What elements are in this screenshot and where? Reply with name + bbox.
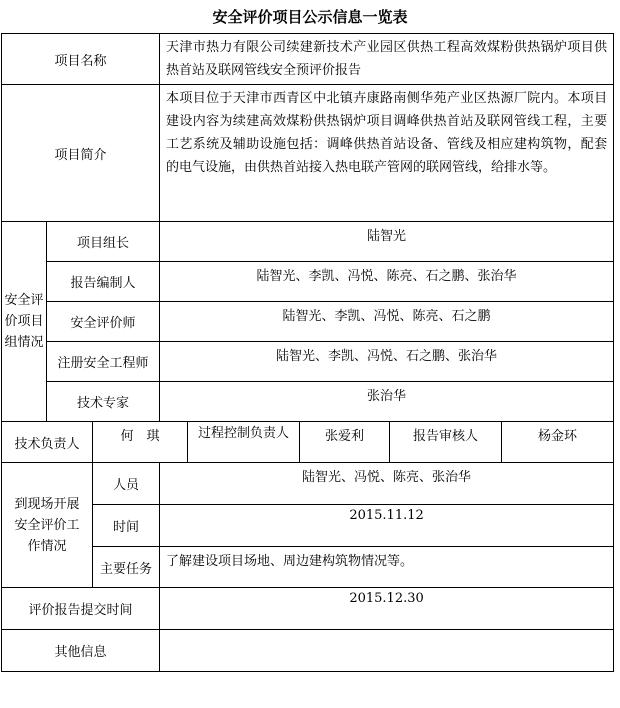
main-task-value: 了解建设项目场地、周边建构筑物情况等。: [160, 547, 614, 588]
table-row: [2, 382, 614, 422]
tech-expert-label: 技术专家: [47, 382, 160, 422]
team-leader-value: 陆智光: [160, 222, 614, 262]
tech-responsible-value: 何 琪: [93, 422, 188, 463]
process-control-value: 张爱利: [300, 422, 390, 463]
table-row: [2, 262, 614, 302]
site-time-value: 2015.11.12: [160, 505, 614, 547]
tech-expert-value: 张治华: [160, 382, 614, 422]
table-row: [2, 463, 614, 505]
table-row: [2, 222, 614, 262]
table-row: [2, 547, 614, 588]
registered-engineer-value: 陆智光、李凯、冯悦、石之鹏、张治华: [160, 342, 614, 382]
table-row: [2, 302, 614, 342]
table-row: [2, 505, 614, 547]
project-summary-value: 本项目位于天津市西青区中北镇卉康路南侧华苑产业区热源厂院内。本项目建设内容为续建高效煤粉供热锅炉项目调峰供热首站及联网管线工程，主要工艺系统及辅助设施包括：调峰供热首站设备、管线及相应建构筑物，配套的电气设施，由供热首站接入热电联产管网的联网管线，给排水等。: [160, 85, 614, 222]
submit-time-label: 评价报告提交时间: [2, 588, 160, 630]
main-task-label: 主要任务: [93, 547, 160, 588]
table-row: [2, 422, 614, 463]
site-personnel-value: 陆智光、冯悦、陈亮、张治华: [160, 463, 614, 505]
report-author-value: 陆智光、李凯、冯悦、陈亮、石之鹏、张治华: [160, 262, 614, 302]
other-info-label: 其他信息: [2, 630, 160, 672]
report-author-label: 报告编制人: [47, 262, 160, 302]
site-personnel-label: 人员: [93, 463, 160, 505]
project-name-value: 天津市热力有限公司续建新技术产业园区供热工程高效煤粉供热锅炉项目供热首站及联网管线安全预评价报告: [160, 34, 614, 85]
team-group-label: 安全评价项目组情况: [2, 222, 47, 422]
project-name-label: 项目名称: [2, 34, 160, 85]
report-reviewer-label: 报告审核人: [390, 422, 502, 462]
submit-time-value: 2015.12.30: [160, 588, 614, 630]
process-control-label: 过程控制负责人: [188, 422, 300, 463]
safety-assessor-value: 陆智光、李凯、冯悦、陈亮、石之鹏: [160, 302, 614, 342]
page-title: 安全评价项目公示信息一览表: [212, 8, 408, 26]
safety-assessor-label: 安全评价师: [47, 302, 160, 342]
site-time-label: 时间: [93, 505, 160, 547]
table-row: [2, 342, 614, 382]
info-table: [1, 33, 614, 672]
table-row: [2, 34, 614, 85]
other-info-value: [160, 630, 614, 672]
team-leader-label: 项目组长: [47, 222, 160, 262]
tech-responsible-label: 技术负责人: [2, 422, 93, 463]
site-work-group-label: 到现场开展安全评价工作情况: [2, 463, 93, 588]
registered-engineer-label: 注册安全工程师: [47, 342, 160, 382]
table-row: [2, 85, 614, 222]
table-row: [2, 588, 614, 630]
project-summary-label: 项目简介: [2, 85, 160, 222]
table-row: [2, 630, 614, 672]
report-reviewer-value: 杨金环: [538, 429, 578, 444]
